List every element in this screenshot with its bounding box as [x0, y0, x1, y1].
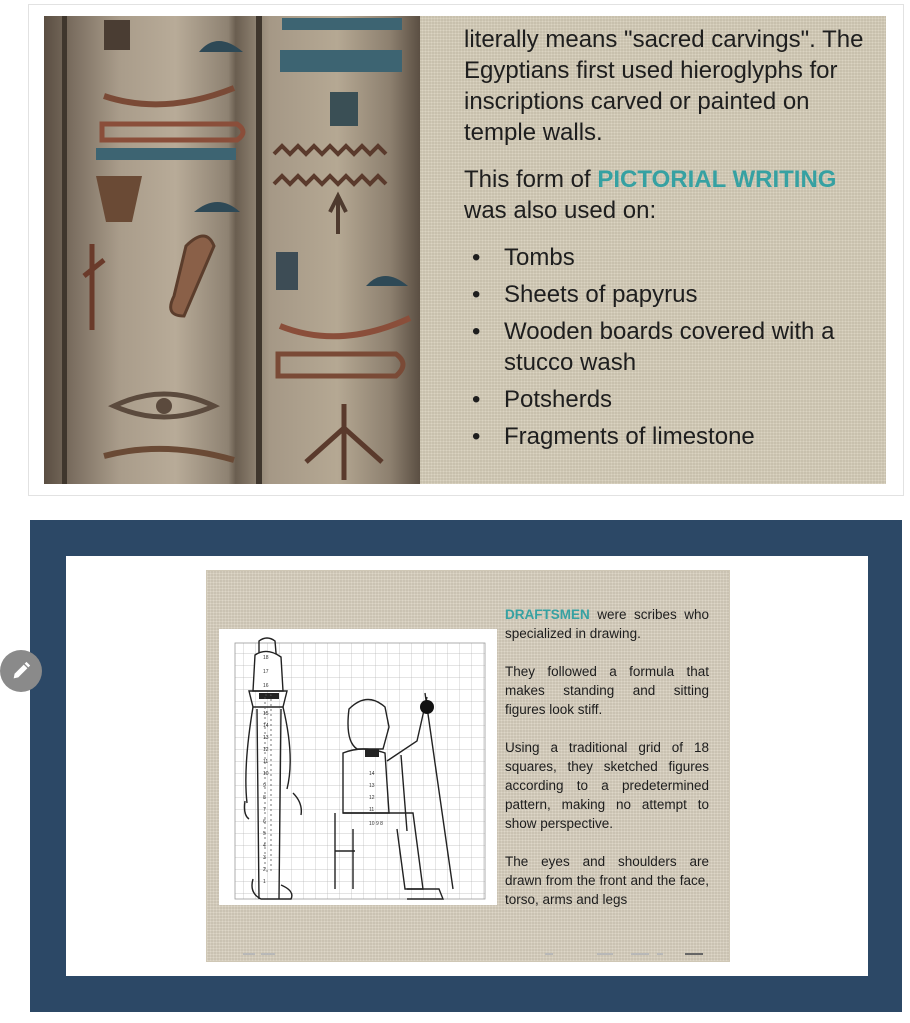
grid-number: 14	[369, 771, 375, 777]
slide-2-text	[505, 605, 709, 928]
footer-decoration	[207, 953, 729, 957]
grid-number: 12	[263, 747, 269, 753]
para2-after: was also used on:	[464, 197, 657, 224]
list-item: • Potsherds	[464, 384, 874, 415]
grid-number: 5	[263, 831, 266, 837]
grid-number: 3	[263, 855, 266, 861]
list-item: • Sheets of papyrus	[464, 279, 874, 310]
list-item: • Tombs	[464, 242, 874, 273]
grid-number: 17	[263, 669, 269, 675]
draftsmen-paragraph	[505, 605, 709, 643]
list-item: • Fragments of limestone	[464, 421, 874, 452]
grid-number: 11	[369, 807, 375, 813]
list-item: • Wooden boards covered with a stucco wash	[464, 316, 874, 378]
grid-number: 4	[263, 843, 266, 849]
pencil-icon	[10, 660, 32, 682]
grid-number: 15	[263, 711, 269, 717]
grid-paragraph: Using a traditional grid of 18 squares, they sketched figures according to a predetermined pattern, making no attempt to show perspective.	[505, 740, 709, 831]
grid-number: 14	[263, 723, 269, 729]
slide-1	[44, 16, 886, 484]
draftsmen-rest: were scribes who specialized in drawing.	[505, 607, 709, 641]
slide-2	[206, 570, 730, 962]
grid-number: 2	[263, 867, 266, 873]
grid-number: 8	[263, 795, 266, 801]
uses-list	[464, 242, 874, 452]
eyes-paragraph: The eyes and shoulders are drawn from the front and the face, torso, arms and legs	[505, 854, 709, 907]
grid-number: 7	[263, 807, 266, 813]
grid-number: 12	[369, 795, 375, 801]
grid-number: 9	[263, 783, 266, 789]
grid-number: 18	[263, 655, 269, 661]
grid-drawing	[219, 629, 497, 905]
edit-button[interactable]	[0, 650, 42, 692]
grid-number: 13	[369, 783, 375, 789]
pictorial-writing-paragraph	[464, 164, 874, 226]
formula-paragraph: They followed a formula that makes standing and sitting figures look stiff.	[505, 664, 709, 717]
intro-paragraph: literally means "sacred carvings". The Egyptians first used hieroglyphs for inscriptions carved or painted on temple walls.	[464, 26, 864, 146]
grid-number: 6	[263, 819, 266, 825]
draftsmen-highlight: DRAFTSMEN	[505, 607, 590, 622]
slide-2-canvas	[66, 556, 868, 976]
grid-number: 16	[263, 683, 269, 689]
para2-before: This form of	[464, 166, 598, 193]
slide-1-text	[464, 24, 874, 458]
hieroglyph-photo	[44, 16, 420, 484]
slide-2-frame	[30, 520, 902, 1012]
grid-number: 10 9 8	[369, 821, 383, 827]
pictorial-writing-highlight: PICTORIAL WRITING	[597, 166, 837, 193]
grid-number: 10	[263, 771, 269, 777]
grid-number: 13	[263, 735, 269, 741]
grid-number: 1	[263, 879, 266, 885]
grid-number: 11	[263, 759, 269, 765]
